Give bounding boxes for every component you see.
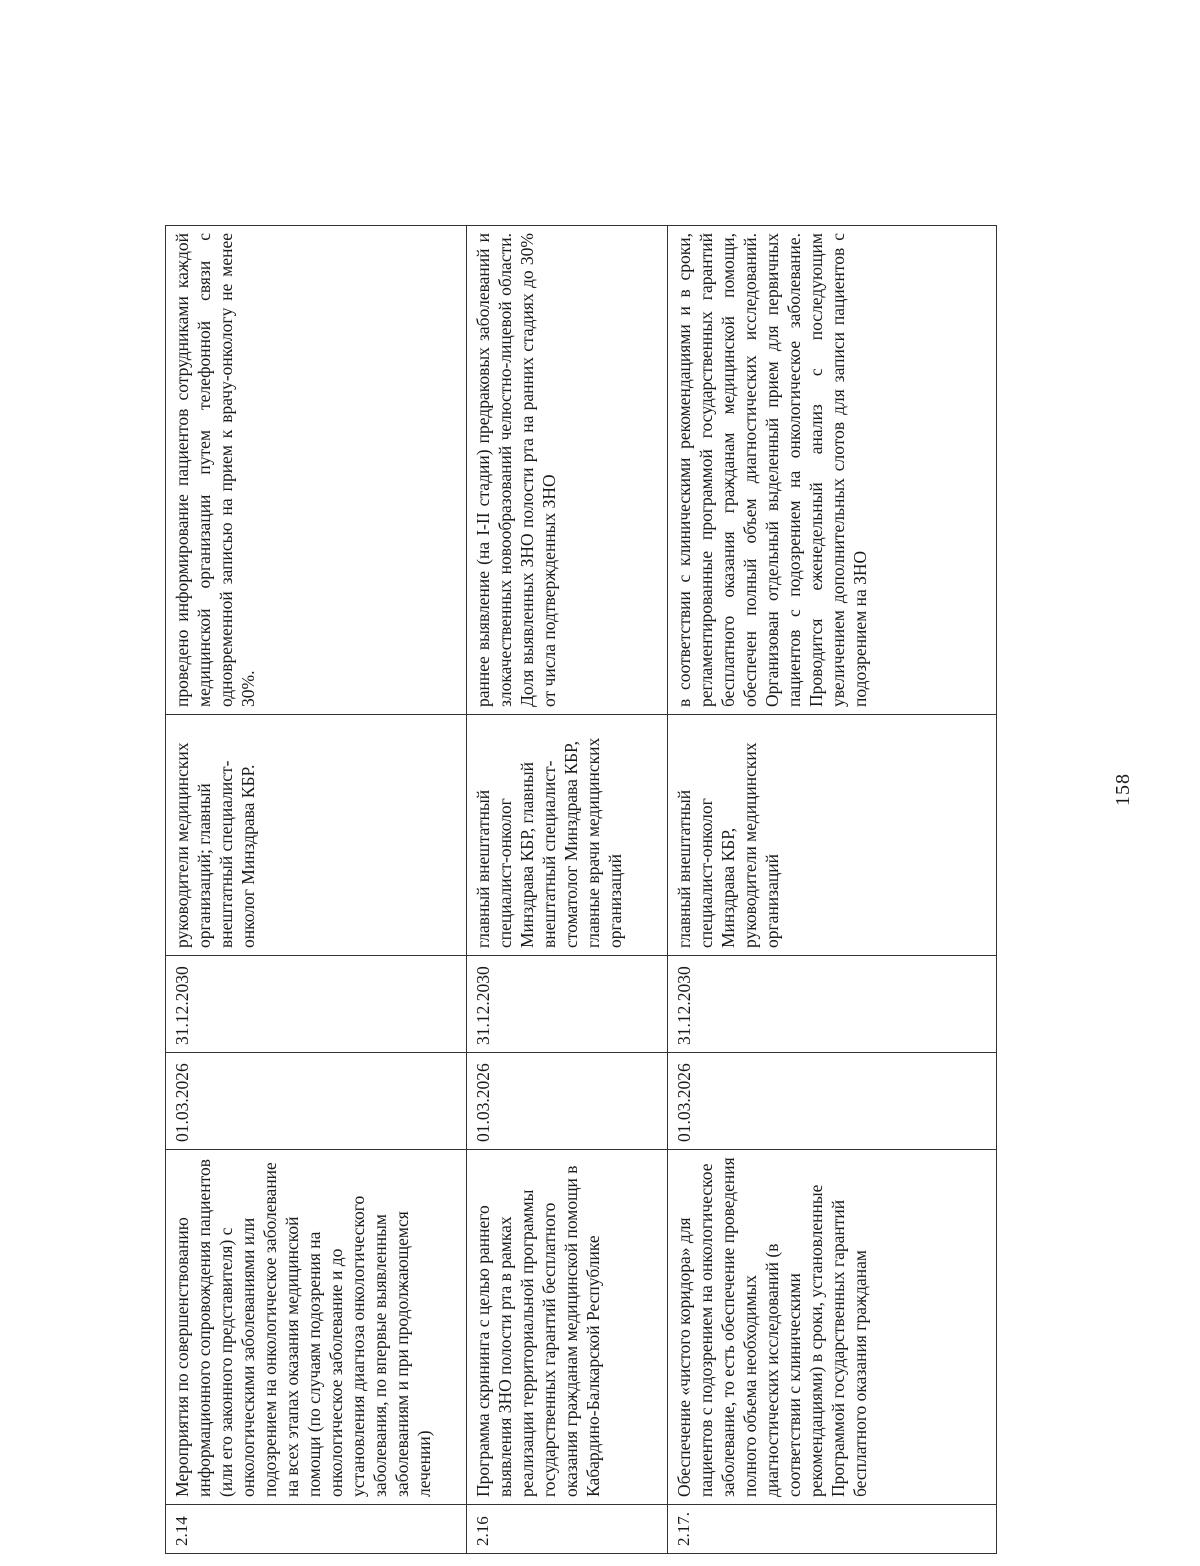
start-date: 01.03.2026 <box>467 1053 668 1150</box>
end-date: 31.12.2030 <box>166 956 467 1053</box>
expected-result: раннее выявление (на I-II стадии) предраковых заболеваний и злокачественных новообразований челюстно-лицевой области. Доля выявленных ЗНО полости рта на ранних стадиях до 30% от числа подтвержденных ЗНО <box>467 226 668 715</box>
table-row <box>166 226 467 1554</box>
activity-name: Мероприятия по совершенствованию информационного сопровождения пациентов (или его законного представителя) с онкологическими заболеваниями или подозрением на онкологическое заболевание на всех этапах оказания медицинской помощи (по случаям подозрения на онкологическое заболевание и до установления диагноза онкологического заболевания, по впервые выявленным заболеваниям и при продолжающемся лечении) <box>166 1150 467 1505</box>
expected-result: в соответствии с клиническими рекомендациями и в сроки, регламентированные программой государственных гарантий бесплатного оказания гражданам медицинской помощи, обеспечен полный объем диагностических исследований. Организован отдельный выделенный прием для первичных пациентов с подозрением на онкологическое заболевание. Проводится еженедельный анализ с последующим увеличением дополнительных слотов для записи пациентов с подозрением на ЗНО <box>668 226 997 715</box>
activity-plan-table <box>165 225 997 1554</box>
activity-name: Программа скрининга с целью раннего выявления ЗНО полости рта в рамках реализации территориальной программы государственных гарантий бесплатного оказания гражданам медицинской помощи в Кабардино-Балкарской Республике <box>467 1150 668 1505</box>
start-date: 01.03.2026 <box>166 1053 467 1150</box>
activity-name: Обеспечение «чистого коридора» для пациентов с подозрением на онкологическое заболевание, то есть обеспечение проведения полного объема необходимых диагностических исследований (в соответствии с клиническими рекомендациями) в сроки, установленные Программой государственных гарантий бесплатного оказания гражданам <box>668 1150 997 1505</box>
end-date: 31.12.2030 <box>668 956 997 1053</box>
row-number: 2.17. <box>668 1505 997 1554</box>
end-date: 31.12.2030 <box>467 956 668 1053</box>
start-date: 01.03.2026 <box>668 1053 997 1150</box>
page-number: 158 <box>1112 773 1134 806</box>
table-row <box>467 226 668 1554</box>
responsible-parties: главный внештатный специалист-онколог Минздрава КБР, главный внештатный специалист-стоматолог Минздрава КБР, главные врачи медицинских организаций <box>467 715 668 956</box>
expected-result: проведено информирование пациентов сотрудниками каждой медицинской организации путем телефонной связи с одновременной записью на прием к врачу-онкологу не менее 30%. <box>166 226 467 715</box>
row-number: 2.14 <box>166 1505 467 1554</box>
responsible-parties: руководители медицинских организаций; главный внештатный специалист-онколог Минздрава КБР. <box>166 715 467 956</box>
responsible-parties: главный внештатный специалист-онколог Минздрава КБР, руководители медицинских организаций <box>668 715 997 956</box>
table-row <box>668 226 997 1554</box>
row-number: 2.16 <box>467 1505 668 1554</box>
